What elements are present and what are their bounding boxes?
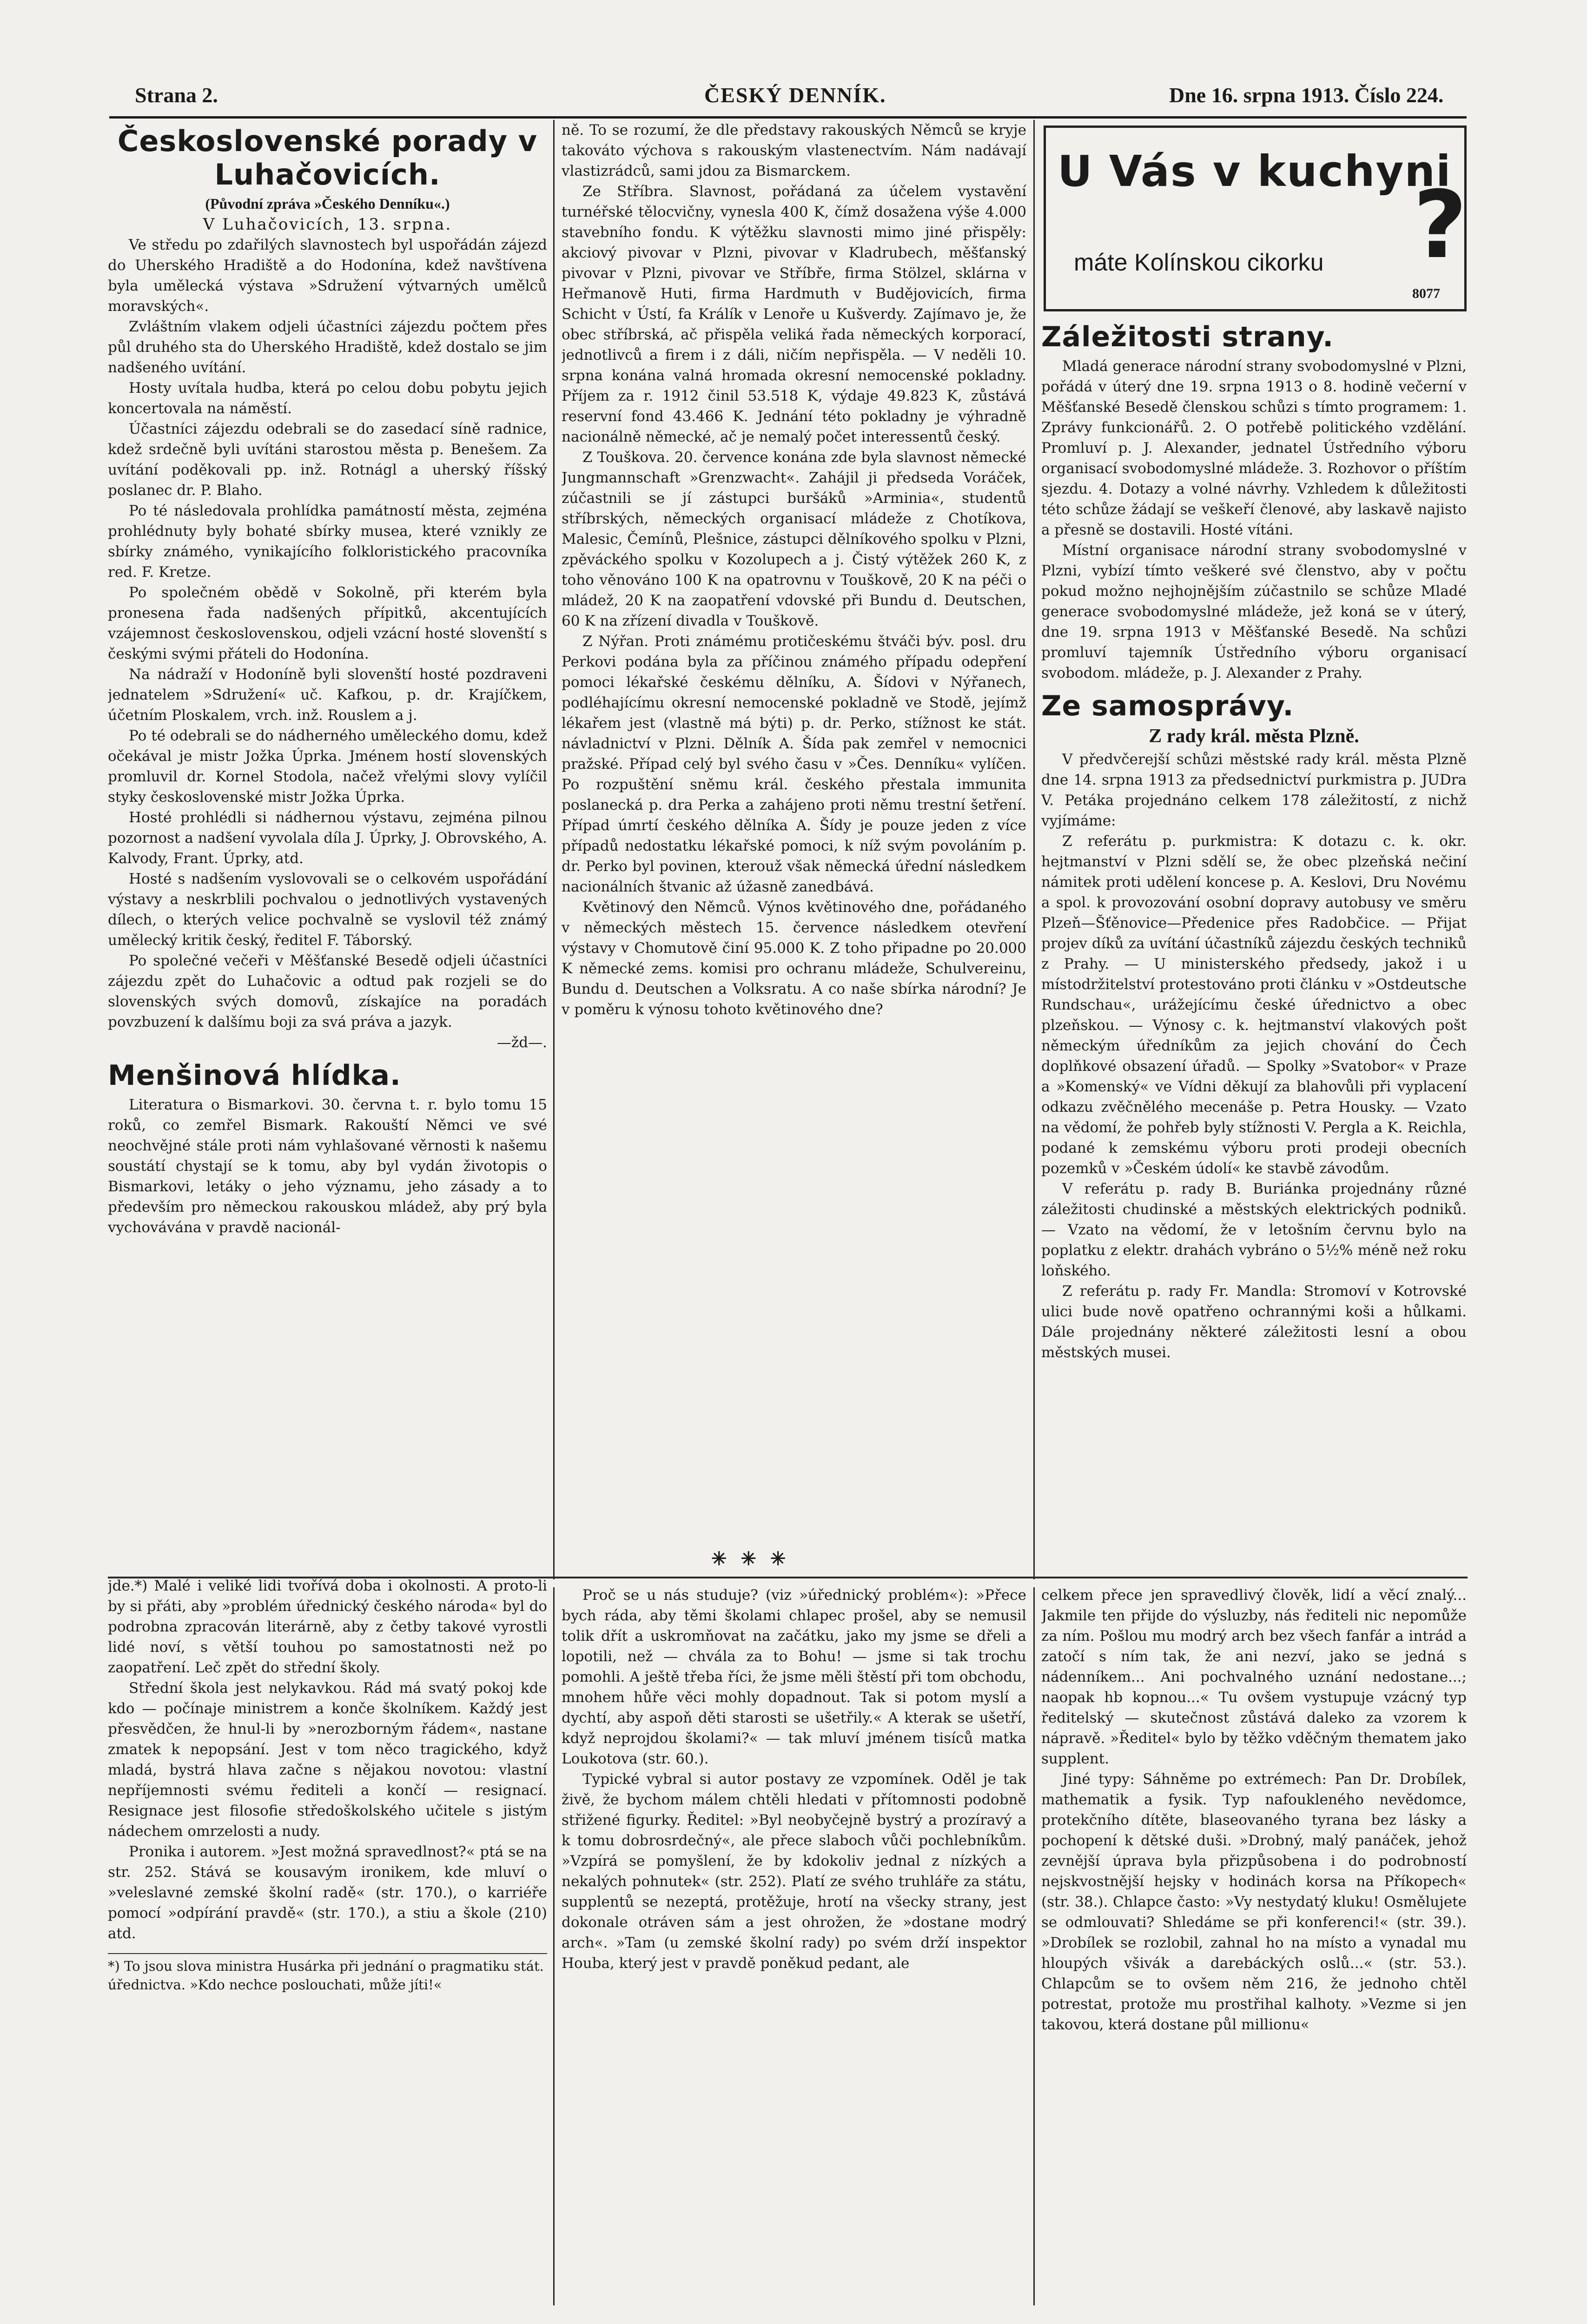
issue-date: Dne 16. srpna 1913. Číslo 224.	[1169, 83, 1444, 107]
paragraph: celkem přece jen spravedlivý člověk, lidí a věcí znalý... Jakmile ten přijde do výsluzby, nás řediteli nic nepomůže za ním. Pošlou mu modrý arch bez všech fanfár a intrád a zatočí s ním tak, že ani nezví, jako se jedná s nádenníkem... Ani pochvalného uznání nedostane...; naopak hb kopnou...« Tu ovšem vystupuje vzácný typ ředitelský — skutečnost zůstává daleko za vzorem k nápravě. »Ředitel« bylo by těžko vděčným thematem jako supplent.	[1041, 1587, 1467, 1767]
paragraph: Z referátu p. rady Fr. Mandla: Stromoví v Kotrovské ulici bude nově opatřeno ochrannými koši a hůlkami. Dále projednány některé záležitosti lesní a obou městských musei.	[1041, 1283, 1467, 1361]
column-middle	[562, 120, 1026, 1556]
subsection-heading: Z rady král. města Plzně.	[1149, 726, 1359, 747]
paragraph: Hosté prohlédli si nádhernou výstavu, zejména pilnou pozornost a nadšení vyvolala díla J. Úprky, J. Obrovského, A. Kalvody, Frant. Úprky, atd.	[108, 809, 547, 867]
footnote: *) To jsou slova ministra Husárka při jednání o pragmatiku stát. úřednictva. »Kdo nechce poslouchati, může jíti!«	[108, 1953, 547, 1994]
section-heading: Ze samosprávy.	[1041, 690, 1294, 722]
section-heading: Menšinová hlídka.	[108, 1059, 401, 1092]
paragraph: Pronika i autorem. »Jest možná spravedlnost?« ptá se na str. 252. Stává se kousavým ironikem, kde mluví o »veleslavné zemské školní radě« (str. 170.), o karriéře pomocí »odpírání pravdě« (str. 170.), a stiu a škole (210) atd.	[108, 1843, 547, 1942]
paragraph: Typické vybral si autor postavy ze vzpomínek. Oděl je tak živě, že bychom málem chtěli hledati v přítomnosti podobně střižené figurky. Ředitel: »Byl neobyčejně bystrý a prozíravý a k tomu dobrosrdečný«, ale přece slaboch vůči pochlebníkům. »Vzpírá se pomyšlení, že by kdokoliv jednal z nízkých a nekalých pohnutek« (str. 252). Platí ze svého truhláře za státu, supplentů se nezeptá, protěžuje, hrotí na všecky strany, jest dokonale otráven sám a jest ohrožen, že »dostane modrý arch«. »Tam (u zemské školní rady) po svém drží inspektor Houba, který jest v pravdě poněkud pedant, ale	[562, 1771, 1026, 1972]
paragraph: jde.*) Malé i veliké lidi tvořívá doba i okolnosti. A proto-li by si přáti, aby »problém úřednický českého národa« byl do podrobna zpracován literárně, aby z četby takové vyrostli lidé noví, s větší touhou po samostatnosti než po zaopatření. Leč zpět do střední školy.	[108, 1578, 547, 1676]
advertisement	[1044, 125, 1467, 311]
dateline: V Luhačovicích, 13. srpna.	[203, 215, 452, 234]
column-divider	[553, 1587, 555, 2305]
paragraph: Hosté s nadšením vyslovovali se o celkovém uspořádání výstavy a neskrblili pochvalou o jednotlivých vystavených dílech, o kterých velice pochvalně se vyslovil též známý umělecký kritik český, ředitel F. Táborský.	[108, 871, 547, 949]
paragraph: Po té následovala prohlídka památností města, zejména prohlédnuty byly bohaté sbírky musea, které vznikly ze sbírky známého, vynikajícího folkloristického pracovníka red. F. Kretze.	[108, 502, 547, 581]
ad-question-mark: ?	[1413, 171, 1468, 279]
paragraph: Po té odebrali se do nádherného uměleckého domu, kdež očekával je mistr Jožka Úprka. Jménem hostí slovenských promluvil dr. Kornel Stodola, načež vřelými slovy vylíčil styky československé mistr Jožka Úprka.	[108, 727, 547, 805]
paragraph: Ze Stříbra. Slavnost, pořádaná za účelem vystavění turnéřské tělocvičny, vynesla 400 K, čímž dosažena výše 4.000 stavebního fondu. K výtěžku slavnosti mimo jiné přispěly: akciový pivovar v Plzni, pivovar v Kladrubech, měšťanský pivovar v Plzni, pivovar ve Stříbře, firma Stölzel, sklárna v Heřmanově Huti, firma Hardmuth v Budějovicích, firma Schicht v Ústí, fa Králík v Lenoře u Kušverdy. Zajímavo je, že obec stříbrská, ač přispěla veliká řada německých korporací, jednotlivců a firem i z dáli, ničím nepřispěla. — V neděli 10. srpna konána valná hromada okresní nemocenské pokladny. Příjem za r. 1912 činil 53.518 K, výdaje 49.823 K, zůstává reservní fond 43.466 K. Jednání této pokladny je výhradně nacionálně německé, ač je nemalý počet interessentů český.	[562, 183, 1026, 445]
newspaper-name: ČESKÝ DENNÍK.	[704, 83, 886, 107]
page-number: Strana 2.	[135, 83, 218, 107]
section-heading: Záležitosti strany.	[1041, 321, 1334, 353]
paragraph: Proč se u nás studuje? (viz »úřednický problém«): »Přece bych ráda, aby těmi školami chlapec prošel, aby se nemusil tolik dřít a uskromňovat na začátku, jako my jsme se dřeli a lopotili, než — chvála za to Bohu! — jsme si tak trochu pomohli. A ještě třeba říci, že jsme měli štěstí při tom obchodu, mnohem hůře věci mohly dopadnout. Tak si potom myslí a dychtí, aby aspoň děti starosti se ušetřily.« A kterak se ušetří, když neprojdou školami?« — tak mluví jménem tisíců matka Loukotova (str. 60.).	[562, 1587, 1026, 1767]
paragraph: Hosty uvítala hudba, která po celou dobu pobytu jejich koncertovala na náměstí.	[108, 380, 547, 417]
ad-text: máte Kolínskou cikorku	[1074, 249, 1324, 276]
paragraph: Mladá generace národní strany svobodomyslné v Plzni, pořádá v úterý dne 19. srpna 1913 o 8. hodině večerní v Měšťanské Besedě členskou schůzi s tímto programem: 1. Zprávy funkcionářů. 2. O potřebě politického vzdělání. Promluví p. J. Alexander, jednatel Ústředního výboru organisací svobodomyslné mládeže. 3. Rozhovor o příštím sjezdu. 4. Dotazy a volné návrhy. Vzhledem k důležitosti této schůze žádají se veškeří členové, aby laskavě najisto a přesně se dostavili. Hosté vítáni.	[1041, 358, 1467, 538]
column-divider	[553, 120, 555, 1579]
paragraph: Zvláštním vlakem odjeli účastníci zájezdu počtem přes půl druhého sta do Uherského Hradiště, kdež dostalo se jim nadšeného uvítání.	[108, 318, 547, 376]
paragraph: Literatura o Bismarkovi. 30. června t. r. bylo tomu 15 roků, co zemřel Bismark. Rakouští Němci ve své neochvějné stále proti nám vyhlašované věrnosti k našemu soustátí chystají se k tomu, aby byl vydán životopis o Bismarkovi, letáky o jeho významu, jeho zásady a to především pro německou rakouskou mládež, aby prý byla vychovávána v pravdě nacionál-	[108, 1096, 547, 1236]
paragraph: Účastníci zájezdu odebrali se do zasedací síně radnice, kdež srdečně byli uvítáni starostou města p. Benešem. Za uvítání poděkovali pp. inž. Rotnágl a uherský říšský poslanec dr. P. Blaho.	[108, 421, 547, 499]
ad-number: 8077	[1412, 286, 1440, 301]
column-divider	[1033, 1587, 1035, 2305]
paragraph: Z referátu p. purkmistra: K dotazu c. k. okr. hejtmanství v Plzni sdělí se, že obec plzeňská nečiní námitek proti udělení koncese p. A. Keslovi, Dru Novému a spol. k provozování osobní dopravy autobusy ve směru Plzeň—Šťěnovice—Předenice přes Radobčice. — Přijat projev díků za uvítání účastníků zájezdu českých techniků z Prahy. — U ministerského předsedy, jakož i u místodržitelství protestováno proti článku v »Ostdeutsche Rundschau«, urážejícímu české úřednictvo a obec plzeňskou. — Výnosy c. k. hejtmanství vlakových pošt německým úředníkům za jejich chování do Čech doplňkové obsazení úřadů. — Spolky »Svatobor« v Praze a »Komenský« ve Vídni děkují za blahovůli při vyplacení odkazu zvěčnělého mecenáše p. Petra Housky. — Vzato na vědomí, že pohřeb byly stížnosti V. Pergla a K. Reichla, podané k zemskému výboru proti prodeji obecních pozemků v »Českém údolí« ke stavbě závodům.	[1041, 833, 1467, 1177]
paragraph: Střední škola jest nelykavkou. Rád má svatý pokoj kde kdo — počínaje ministrem a konče školníkem. Každý jest přesvědčen, že hnul-li by »nerozborným řádem«, nastane zmatek k nepopsání. Jest v tom něco tragického, když mladá, bystrá hlava začne s nějakou novotou: vlastní nepříjemnosti svému řediteli a končí — resignací. Resignace jest filosofie středoškolského učitele s jistým nádechem omrzelosti a nudy.	[108, 1680, 547, 1840]
paragraph: Po společné večeři v Měšťanské Besedě odjeli účastníci zájezdu zpět do Luhačovic a odtud pak rozjeli se do slovenských svých domovů, získajíce na poradách povzbuzení k dalšímu boji za svá práva a jazyk.	[108, 952, 547, 1030]
paragraph: Z Touškova. 20. července konána zde byla slavnost německé Jungmannschaft »Grenzwacht«. Zahájil ji předseda Voráček, zúčastnili se jí zástupci buršáků »Arminia«, studentů stříbrských, německých organisací mládeže z Chotíkova, Malesic, Čemínů, Plešnice, zástupci dělníkového spolku v Plzni, zpěváckého spolku v Kozolupech a j. Čistý výtěžek 260 K, z toho věnováno 100 K na opatrovnu v Touškově, 20 K na péči o mládež, 20 K na zaopatření vdovské při Bundu d. Deutschen, 60 K na zřízení divadla v Touškově.	[562, 449, 1026, 629]
ad-title: U Vás v kuchyni	[1058, 146, 1452, 196]
header-rule	[109, 116, 1467, 119]
page-header	[109, 83, 1467, 115]
column-right	[1041, 321, 1467, 1571]
paragraph: Květinový den Němců. Výnos květinového dne, pořádaného v německých městech 15. července následkem otevření výstavy v Chomutově činí 95.000 K. Z toho připadne po 20.000 K německé zems. komisi pro ochranu mládeže, Schulvereinu, Bundu d. Deutschen a Volksratu. A co naše sbírka národní? Je v poměru k výnosu tohoto květinového dne?	[562, 899, 1026, 1018]
feuilleton-middle	[562, 1585, 1026, 2291]
column-left	[108, 125, 547, 1568]
feuilleton-left	[108, 1576, 547, 2301]
paragraph: Z Nýřan. Proti známému protičeskému štváči býv. posl. dru Perkovi podána byla za příčinou známého případu odepření pomoci lékařské českému dělníku, A. Šídovi v Nýřanech, podléhajícímu okresní nemocenské pokladně ve Stodě, jejímž lékařem jest (vlastně má býti) p. dr. Perko, stížnost ke stát. návladnictví v Plzni. Dělník A. Šída pak zemřel v nemocnici pražské. Případ celý byl svého času v »Čes. Denníku« vylíčen. Po rozpuštění sněmu král. českého přestala immunita poslanecká p. dra Perka a zahájeno proti němu trestní šetření. Případ úmrtí českého dělníka A. Šídy je pouze jeden z více případů nedostatku lékařské pomoci, k níž svým povoláním p. dr. Perko byl povinen, kterouž však německá úřední následkem nacionálních štvanic až úžasně zanedbává.	[562, 633, 1026, 895]
article-source: (Původní zpráva »Českého Denníku«.)	[205, 195, 450, 212]
feuilleton-right	[1041, 1585, 1467, 2296]
paragraph: Po společném obědě v Sokolně, při kterém byla pronesena řada nadšených přípitků, akcentujících vzájemnost československou, odjeli vzácní hosté slovenští s českými svými přáteli do Hodonína.	[108, 584, 547, 662]
signature: —žd—.	[496, 1034, 547, 1051]
paragraph: Na nádraží v Hodoníně byli slovenští hosté pozdraveni jednatelem »Sdružení« uč. Kafkou, p. dr. Krajíčkem, účetním Ploskalem, vrch. inž. Rouslem a j.	[108, 666, 547, 724]
paragraph: Místní organisace národní strany svobodomyslné v Plzni, vybízí tímto veškeré své členstvo, aby v počtu pokud možno nejhojnějším zúčastnilo se schůze Mladé generace svobodomyslné mládeže, jež koná se v úterý, dne 19. srpna 1913 v Měšťanské Besedě. Na schůzi promluví tajemník Ústředního výboru organisací svobodom. mládeže, p. J. Alexander z Prahy.	[1041, 542, 1467, 681]
paragraph: Ve středu po zdařilých slavnostech byl uspořádán zájezd do Uherského Hradiště a do Hodonína, kdež navštívena byla umělecká výstava »Sdružení výtvarných umělců moravských«.	[108, 237, 547, 315]
column-divider	[1033, 120, 1035, 1579]
paragraph: Jiné typy: Sáhněme po extrémech: Pan Dr. Drobílek, mathematik a fysik. Typ nafoukleného nevědomce, protekčního dítěte, blaseovaného tyrana bez lásky a pochopení k dětské duši. »Drobný, malý panáček, jehož zevnější úprava byla přizpůsobena i do podrobností nejskvostnější hejsky v hodinách korsa na Příkopech« (str. 38.). Chlapce často: »Vy nestydatý kluku! Osmělujete se odmlouvati? Shledáme se při konferenci!« (str. 39.). »Drobílek se rozlobil, zahnal ho na místo a vynadal mu hloupých všivák a darebáckých oslů...« (str. 53.). Chlapcům se to ovšem něm 216, že jednoho chtěl potrestat, protože mu prostřihal kalhoty. »Vezme si jen takovou, která dostane půl millionu«	[1041, 1771, 1467, 2033]
paragraph: V předvčerejší schůzi městské rady král. města Plzně dne 14. srpna 1913 za předsednictví purkmistra p. JUDra V. Petáka projednáno celkem 178 záležitostí, z nichž vyjímáme:	[1041, 751, 1467, 829]
separator-ornament: ✳ ✳ ✳	[711, 1548, 790, 1570]
article-title: Československé porady v Luhačovicích.	[117, 125, 538, 191]
paragraph: V referátu p. rady B. Buriánka projednány různé záležitosti chudinské a městských elektrických podniků. — Vzato na vědomí, že v letošním červnu bylo na poplatku z elektr. drahách vybráno o 5½% méně než roku loňského.	[1041, 1181, 1467, 1279]
paragraph: ně. To se rozumí, že dle představy rakouských Němců se kryje takováto výchova s rakouským vlastenectvím. Nám nadávají vlastizrádců, sami jdou za Bismarckem.	[562, 122, 1026, 179]
